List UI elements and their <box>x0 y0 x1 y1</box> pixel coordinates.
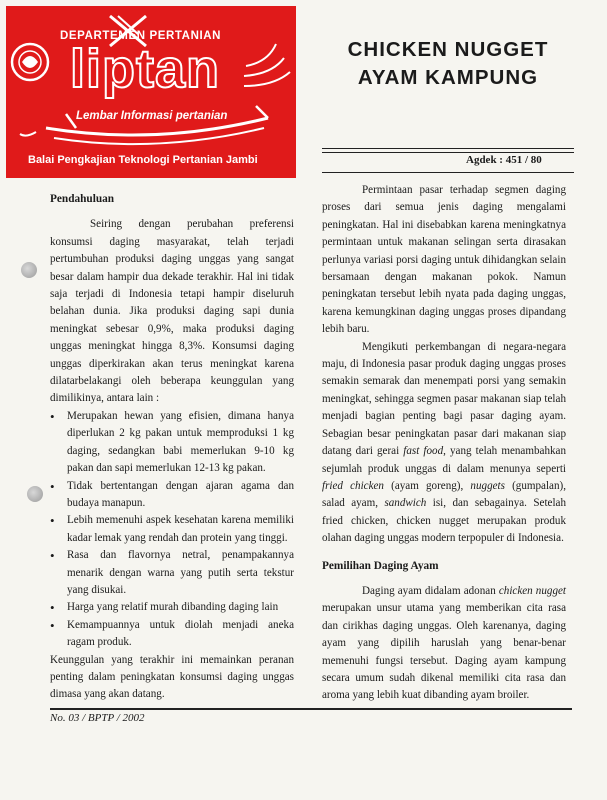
italic-term: chicken nugget <box>498 584 567 597</box>
text-run: isi, dan sebagainya. Setelah fried chicken, chicken nugget merupakan produk olahan daging unggas modern terpopuler di Indonesia. <box>322 497 567 545</box>
brand-wordmark: liptan <box>70 39 220 99</box>
list-item: • Kemampuannya untuk diolah menjadi aneka ragam produk. <box>67 617 294 652</box>
section-heading-pemilihan: Pemilihan Daging Ayam <box>322 559 439 572</box>
text-run: (ayam goreng), <box>383 479 471 492</box>
closing-paragraph: Keunggulan yang terakhir ini memainkan peranan penting dalam peningkatan konsumsi daging unggas dimasa yang akan datang. <box>50 653 294 701</box>
left-column <box>50 191 294 704</box>
text-run: (gumpalan), salad ayam, <box>322 479 566 510</box>
footer-rule <box>50 708 572 710</box>
italic-term: fast food <box>403 445 444 458</box>
institute-name: Balai Pengkajian Teknologi Pertanian Jambi <box>28 154 258 166</box>
document-title <box>318 36 578 92</box>
punch-hole <box>21 262 37 278</box>
market-paragraph: Permintaan pasar terhadap segmen daging proses dari semua jenis daging mengalami peningkatan. Hal ini disebabkan karena meningkatnya permintaan untuk makanan selingan serta dirasakan perlunya variasi porsi daging untuk dihidangkan selain bersamaan dengan makanan pokok. Namun peningkatan tersebut lebih nyata pada daging unggas, karena kemungkinan daging unggas proses dipandang lebih baru. <box>322 184 566 336</box>
title-rule <box>322 152 574 153</box>
right-column <box>322 182 566 705</box>
list-item: • Merupakan hewan yang efisien, dimana hanya diperlukan 2 kg pakan untuk memproduksi 1 kg daging, sedangkan babi memerlukan 9-10 kg pakan dan sapi memerlukan 12-13 kg pakan. <box>67 408 294 478</box>
italic-term: sandwich <box>384 497 427 510</box>
title-line-1: CHICKEN NUGGET <box>347 38 549 61</box>
department-name: DEPARTEMEN PERTANIAN <box>60 30 222 42</box>
title-line-2: AYAM KAMPUNG <box>357 66 539 89</box>
brand-tagline: Lembar Informasi pertanian <box>76 110 228 122</box>
punch-hole <box>27 486 43 502</box>
agdek-code: Agdek : 451 / 80 <box>466 154 542 166</box>
title-rule <box>322 172 574 173</box>
list-item: • Lebih memenuhi aspek kesehatan karena memiliki kadar lemak yang rendah dan protein yang tinggi. <box>67 512 294 547</box>
list-item: • Rasa dan flavornya netral, penampakannya menarik dengan warna yang putih serta tekstur yang disukai. <box>67 547 294 599</box>
italic-term: fried chicken <box>322 479 384 492</box>
text-run: Mengikuti perkembangan di negara-negara maju, di Indonesia pasar produk daging unggas proses semakin semarak dan menempati porsi yang semakin meningkat, sehingga segmen pasar makanan siap telah menjadi bagian penting bagi pasar daging ayam. Sebagian besar peningkatan pasar dari makanan siap datang dari gerai <box>322 340 566 458</box>
list-item: • Tidak bertentangan dengan ajaran agama dan budaya manapun. <box>67 478 294 513</box>
selection-paragraph <box>322 583 566 705</box>
trend-paragraph <box>322 339 566 548</box>
section-heading-pendahuluan: Pendahuluan <box>50 193 115 205</box>
intro-paragraph: Seiring dengan perubahan preferensi konsumsi daging masyarakat, telah terjadi pertumbuhan produksi daging unggas yang sangat besar dalam hampir dua dekade terakhir. Hal ini tidak saja terjadi di Indonesia tetapi hampir diseluruh belahan dunia. Jika produksi daging sapi dunia meningkat sebesar 0,9%, maka produksi daging unggas meningkat hingga 8,3%. Konsumsi daging unggas diperkirakan akan terus meningkat karena dilatarbelakangi oleh beberapa keunggulan yang dimilikinya, antara lain : <box>50 218 294 405</box>
text-run: , yang telah menambahkan sejumlah produk unggas di dalam menunya seperti <box>322 445 567 475</box>
text-run: Daging ayam didalam adonan <box>362 584 499 597</box>
text-run: merupakan unsur utama yang memberikan cita rasa dan cirikhas daging unggas. Oleh karenanya, daging ayam yang dipilih haruslah yang benar-benar memenuhi fungsi tersebut. Daging ayam kampung secara umum sudah dikenal memiliki cita rasa dan aroma yang lebih kuat dibanding ayam broiler. <box>322 602 566 702</box>
issue-number: No. 03 / BPTP / 2002 <box>50 712 145 724</box>
liptan-logo <box>6 6 296 178</box>
advantages-list <box>50 408 294 652</box>
title-rule <box>322 148 574 149</box>
list-item: • Harga yang relatif murah dibanding daging lain <box>67 599 294 616</box>
italic-term: nuggets <box>470 479 505 492</box>
